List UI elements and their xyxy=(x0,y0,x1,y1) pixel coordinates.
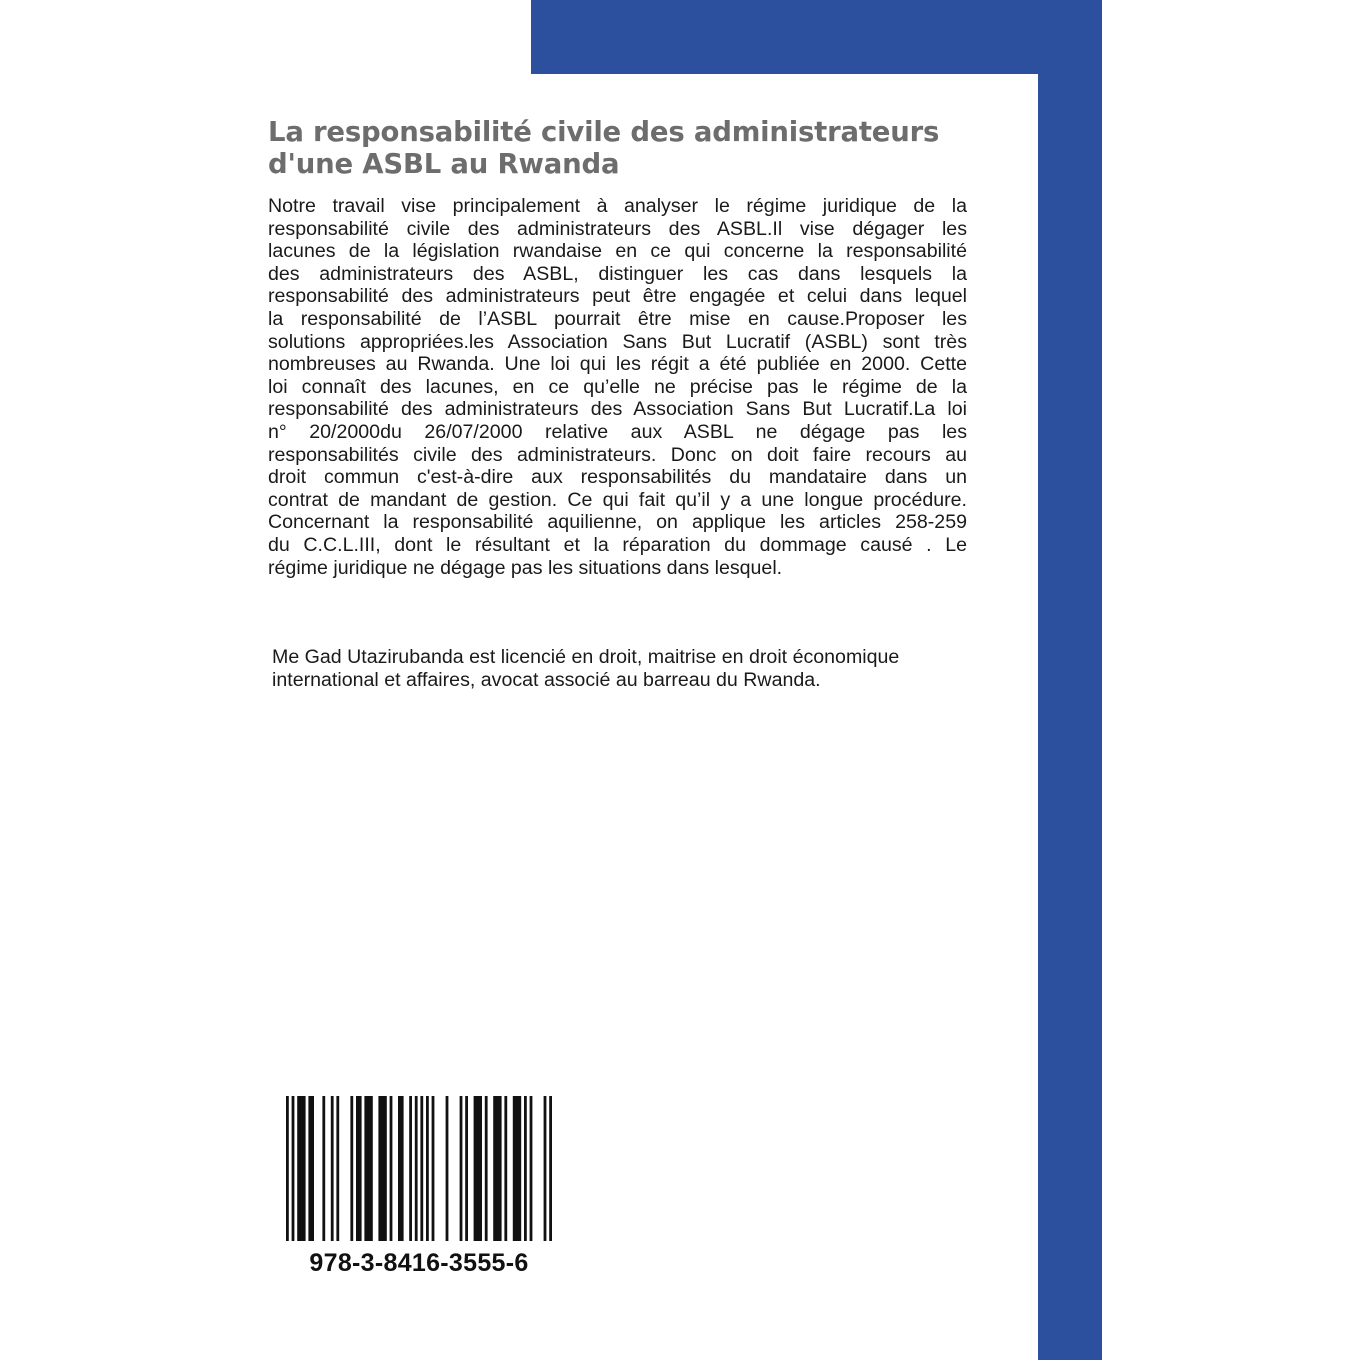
cover-accent-band-right xyxy=(1038,0,1102,1360)
barcode-bar xyxy=(549,1096,552,1241)
abstract-line: du C.C.L.III, dont le résultant et la réparation du dommage causé . Le xyxy=(268,533,967,556)
book-title xyxy=(268,116,968,180)
abstract-line: droit commun c'est-à-dire aux responsabilités du mandataire dans un xyxy=(268,466,967,489)
barcode-bar xyxy=(364,1096,372,1241)
isbn-number: 978-3-8416-3555-6 xyxy=(309,1249,529,1277)
barcode-bar xyxy=(504,1096,507,1241)
author-bio-line: Me Gad Utazirubanda est licencié en droit, maitrise en droit économique xyxy=(272,646,900,668)
abstract-line: nombreuses au Rwanda. Une loi qui les régit a été publiée en 2000. Cette xyxy=(268,353,967,376)
barcode-bar xyxy=(530,1096,533,1241)
barcode-bar xyxy=(415,1096,418,1241)
abstract-line: n° 20/2000du 26/07/2000 relative aux ASBL ne dégage pas les xyxy=(268,420,967,443)
abstract-line: la responsabilité de l’ASBL pourrait être mise en cause.Proposer les xyxy=(268,307,967,330)
barcode-bar xyxy=(493,1096,501,1241)
author-bio xyxy=(272,646,972,692)
isbn-barcode xyxy=(286,1096,552,1241)
barcode-bar xyxy=(544,1096,547,1241)
abstract-line: responsabilités civile des administrateurs. Donc on doit faire recours au xyxy=(268,443,967,466)
abstract-line: solutions appropriées.les Association Sans But Lucratif (ASBL) sont très xyxy=(268,330,967,353)
abstract-line: Notre travail vise principalement à analyser le régime juridique de la xyxy=(268,195,967,217)
barcode-bar xyxy=(331,1096,334,1241)
abstract-line: loi connaît des lacunes, en ce qu’elle ne précise pas le régime de la xyxy=(268,375,967,398)
abstract-line: responsabilité des administrateurs peut être engagée et celui dans lequel xyxy=(268,285,967,308)
abstract-line: régime juridique ne dégage pas les situations dans lesquel. xyxy=(268,556,783,579)
barcode-bar xyxy=(378,1096,386,1241)
abstract-line: responsabilité civile des administrateurs des ASBL.Il vise dégager les xyxy=(268,217,967,240)
barcode-bar xyxy=(446,1096,449,1241)
barcode-bar xyxy=(297,1096,305,1241)
barcode-bar xyxy=(409,1096,412,1241)
barcode-bar xyxy=(420,1096,423,1241)
barcode-bar xyxy=(432,1096,435,1241)
isbn-barcode-bars xyxy=(286,1096,552,1241)
barcode-bar xyxy=(465,1096,468,1241)
abstract-line: lacunes de la législation rwandaise en ce qui concerne la responsabilité xyxy=(268,240,967,263)
abstract-line: Concernant la responsabilité aquilienne, on applique les articles 258-259 xyxy=(268,511,967,534)
barcode-bar xyxy=(485,1096,488,1241)
barcode-bar xyxy=(398,1096,404,1241)
barcode-bar xyxy=(336,1096,339,1241)
abstract-line: contrat de mandant de gestion. Ce qui fait qu’il y a une longue procédure. xyxy=(268,488,967,511)
barcode-bar xyxy=(292,1096,295,1241)
barcode-bar xyxy=(286,1096,289,1241)
book-title-line: d'une ASBL au Rwanda xyxy=(268,148,620,180)
barcode-bar xyxy=(308,1096,314,1241)
abstract-line: responsabilité des administrateurs des Association Sans But Lucratif.La loi xyxy=(268,398,967,421)
barcode-bar xyxy=(350,1096,353,1241)
barcode-bar xyxy=(426,1096,429,1241)
barcode-bar xyxy=(460,1096,463,1241)
barcode-bar xyxy=(356,1096,362,1241)
abstract-line: des administrateurs des ASBL, distinguer les cas dans lesquels la xyxy=(268,262,967,285)
barcode-bar xyxy=(524,1096,527,1241)
book-title-line: La responsabilité civile des administrateurs xyxy=(268,116,940,148)
book-abstract xyxy=(268,195,967,579)
barcode-bar xyxy=(322,1096,325,1241)
author-bio-line: international et affaires, avocat associé au barreau du Rwanda. xyxy=(272,669,821,691)
barcode-bar xyxy=(474,1096,482,1241)
barcode-bar xyxy=(513,1096,521,1241)
barcode-bar xyxy=(390,1096,393,1241)
cover-accent-band-top xyxy=(531,0,1102,74)
